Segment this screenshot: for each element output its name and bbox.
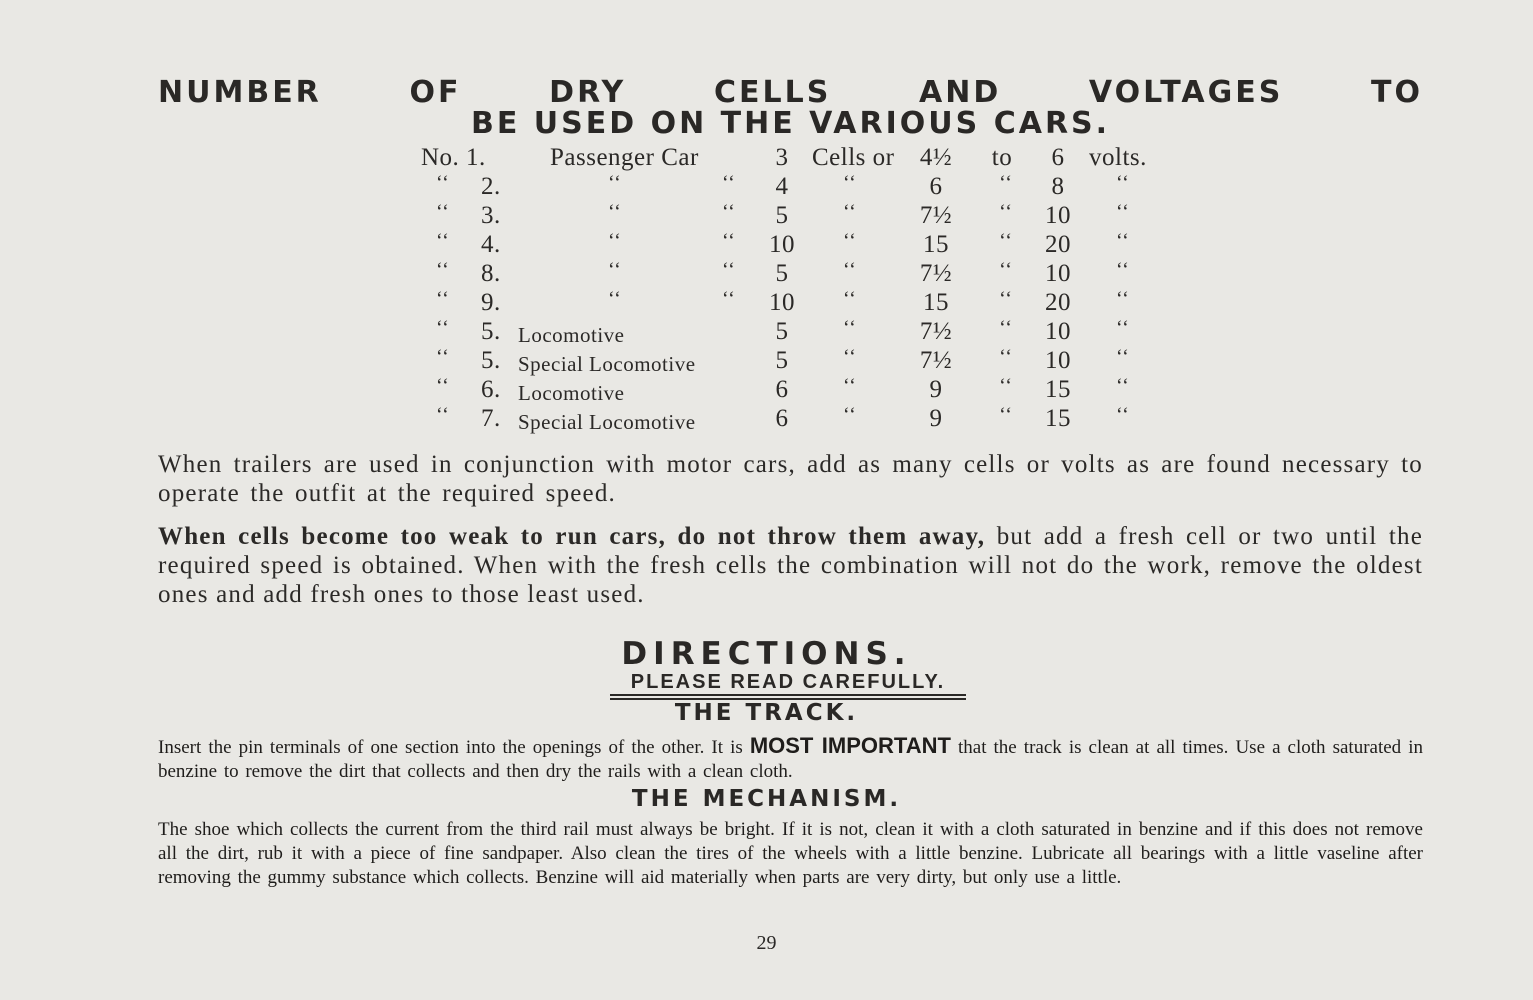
- row-volts-high: 15: [1045, 376, 1071, 403]
- row-name-ditto: ‘‘: [608, 259, 622, 281]
- heading-rule: [610, 694, 966, 696]
- page-title-line-1: NUMBER OF DRY CELLS AND VOLTAGES TO: [158, 75, 1423, 110]
- track-text-end: that the track is clean at all times. Use a cloth saturated in benzine to remove the dirt that collects and then dry the rails with a clean cloth.: [158, 737, 1424, 782]
- row-cells-label: ‘‘: [843, 317, 857, 339]
- row-volts-low: 7½: [919, 347, 953, 374]
- row-unit: ‘‘: [1116, 172, 1130, 194]
- track-text-start: Insert the pin terminals of one section into the openings of the other. It is: [158, 737, 750, 758]
- row-volts-low: 4½: [919, 144, 953, 171]
- row-name-ditto: ‘‘: [608, 288, 622, 310]
- row-cells-count: 6: [775, 405, 789, 432]
- row-cells-label: ‘‘: [843, 259, 857, 281]
- row-car-ditto: ‘‘: [722, 230, 736, 252]
- row-car-number: 9.: [481, 289, 501, 316]
- row-volts-high: 8: [1051, 173, 1065, 200]
- row-volts-high: 10: [1045, 347, 1071, 374]
- row-unit: ‘‘: [1116, 317, 1130, 339]
- row-cells-label: Cells or: [812, 144, 895, 171]
- row-car-number: 5.: [481, 347, 501, 374]
- row-unit: ‘‘: [1116, 230, 1130, 252]
- row-car-name: Locomotive: [518, 323, 625, 347]
- row-volts-high: 10: [1045, 202, 1071, 229]
- row-to: ‘‘: [999, 201, 1013, 223]
- row-cells-count: 5: [775, 202, 789, 229]
- row-car-name: Passenger Car: [550, 144, 699, 171]
- row-to: ‘‘: [999, 317, 1013, 339]
- row-cells-label: ‘‘: [843, 172, 857, 194]
- weak-cells-text: but add a fresh cell or two until the required speed is obtained. When with the fresh cells the combination will not do the work, remove the oldest ones and add fresh ones to those least used.: [158, 523, 1423, 608]
- row-cells-count: 4: [775, 173, 789, 200]
- row-car-number: 6.: [481, 376, 501, 403]
- row-volts-low: 7½: [919, 318, 953, 345]
- weak-cells-emphasis: When cells become too weak to run cars, do not throw them away,: [158, 523, 986, 550]
- row-car-number: 5.: [481, 318, 501, 345]
- row-cells-label: ‘‘: [843, 288, 857, 310]
- track-paragraph: [158, 734, 1423, 784]
- row-car-number: 8.: [481, 260, 501, 287]
- row-car-name: Special Locomotive: [518, 410, 696, 434]
- row-unit: ‘‘: [1116, 346, 1130, 368]
- row-ditto-mark: ‘‘: [436, 404, 450, 426]
- row-car-number: 7.: [481, 405, 501, 432]
- row-car-number: 2.: [481, 173, 501, 200]
- row-cells-count: 6: [775, 376, 789, 403]
- row-car-number: No. 1.: [421, 144, 486, 171]
- trailers-paragraph: When trailers are used in conjunction with motor cars, add as many cells or volts as are found necessary to operate the outfit at the required speed.: [158, 451, 1423, 507]
- row-ditto-mark: ‘‘: [436, 172, 450, 194]
- row-car-number: 4.: [481, 231, 501, 258]
- row-car-number: 3.: [481, 202, 501, 229]
- row-cells-count: 5: [775, 347, 789, 374]
- row-volts-low: 9: [929, 376, 943, 403]
- row-ditto-mark: ‘‘: [436, 317, 450, 339]
- row-volts-high: 6: [1051, 144, 1065, 171]
- directions-heading: DIRECTIONS.: [621, 636, 912, 672]
- row-cells-label: ‘‘: [843, 230, 857, 252]
- row-volts-high: 10: [1045, 260, 1071, 287]
- row-volts-high: 15: [1045, 405, 1071, 432]
- row-ditto-mark: ‘‘: [436, 288, 450, 310]
- weak-cells-paragraph: [158, 522, 1423, 609]
- row-to: ‘‘: [999, 346, 1013, 368]
- row-cells-count: 10: [769, 231, 795, 258]
- row-volts-low: 7½: [919, 260, 953, 287]
- row-to: ‘‘: [999, 288, 1013, 310]
- row-unit: ‘‘: [1116, 259, 1130, 281]
- row-volts-high: 20: [1045, 231, 1071, 258]
- row-volts-low: 6: [929, 173, 943, 200]
- row-ditto-mark: ‘‘: [436, 259, 450, 281]
- row-name-ditto: ‘‘: [608, 172, 622, 194]
- row-to: ‘‘: [999, 230, 1013, 252]
- page-title-line-2: BE USED ON THE VARIOUS CARS.: [470, 106, 1111, 141]
- row-car-ditto: ‘‘: [722, 172, 736, 194]
- row-cells-label: ‘‘: [843, 346, 857, 368]
- row-cells-label: ‘‘: [843, 201, 857, 223]
- read-carefully-subheading: PLEASE READ CAREFULLY.: [630, 671, 946, 693]
- track-heading: THE TRACK.: [674, 700, 859, 726]
- row-to: ‘‘: [999, 259, 1013, 281]
- row-ditto-mark: ‘‘: [436, 230, 450, 252]
- row-car-ditto: ‘‘: [722, 201, 736, 223]
- row-to: ‘‘: [999, 375, 1013, 397]
- row-volts-low: 7½: [919, 202, 953, 229]
- most-important-emphasis: MOST IMPORTANT: [749, 733, 951, 758]
- row-volts-low: 15: [923, 231, 949, 258]
- row-to: ‘‘: [999, 404, 1013, 426]
- row-unit: ‘‘: [1116, 201, 1130, 223]
- row-cells-count: 10: [769, 289, 795, 316]
- page-number: 29: [756, 932, 777, 954]
- row-cells-count: 5: [775, 318, 789, 345]
- row-volts-high: 10: [1045, 318, 1071, 345]
- row-car-name: Locomotive: [518, 381, 625, 405]
- row-unit: ‘‘: [1116, 288, 1130, 310]
- row-car-ditto: ‘‘: [722, 259, 736, 281]
- row-cells-label: ‘‘: [843, 375, 857, 397]
- row-cells-label: ‘‘: [843, 404, 857, 426]
- row-ditto-mark: ‘‘: [436, 201, 450, 223]
- row-volts-low: 15: [923, 289, 949, 316]
- mechanism-heading: THE MECHANISM.: [631, 786, 902, 812]
- row-cells-count: 3: [775, 144, 789, 171]
- row-name-ditto: ‘‘: [608, 201, 622, 223]
- row-unit: ‘‘: [1116, 375, 1130, 397]
- row-ditto-mark: ‘‘: [436, 346, 450, 368]
- row-ditto-mark: ‘‘: [436, 375, 450, 397]
- row-to: to: [991, 144, 1013, 171]
- row-unit: volts.: [1089, 144, 1147, 171]
- row-volts-low: 9: [929, 405, 943, 432]
- row-cells-count: 5: [775, 260, 789, 287]
- row-name-ditto: ‘‘: [608, 230, 622, 252]
- mechanism-paragraph: The shoe which collects the current from the third rail must always be bright. If it is not, clean it with a cloth saturated in benzine and if this does not remove all the dirt, rub it with a piece of fine sandpaper. Also clean the tires of the wheels with a little benzine. Lubricate all bearings with a little vaseline after removing the gummy substance which collects. Benzine will aid materially when parts are very dirty, but only use a little.: [158, 819, 1423, 888]
- cells-voltages-table: [0, 0, 1533, 440]
- row-car-name: Special Locomotive: [518, 352, 696, 376]
- row-to: ‘‘: [999, 172, 1013, 194]
- row-car-ditto: ‘‘: [722, 288, 736, 310]
- row-volts-high: 20: [1045, 289, 1071, 316]
- row-unit: ‘‘: [1116, 404, 1130, 426]
